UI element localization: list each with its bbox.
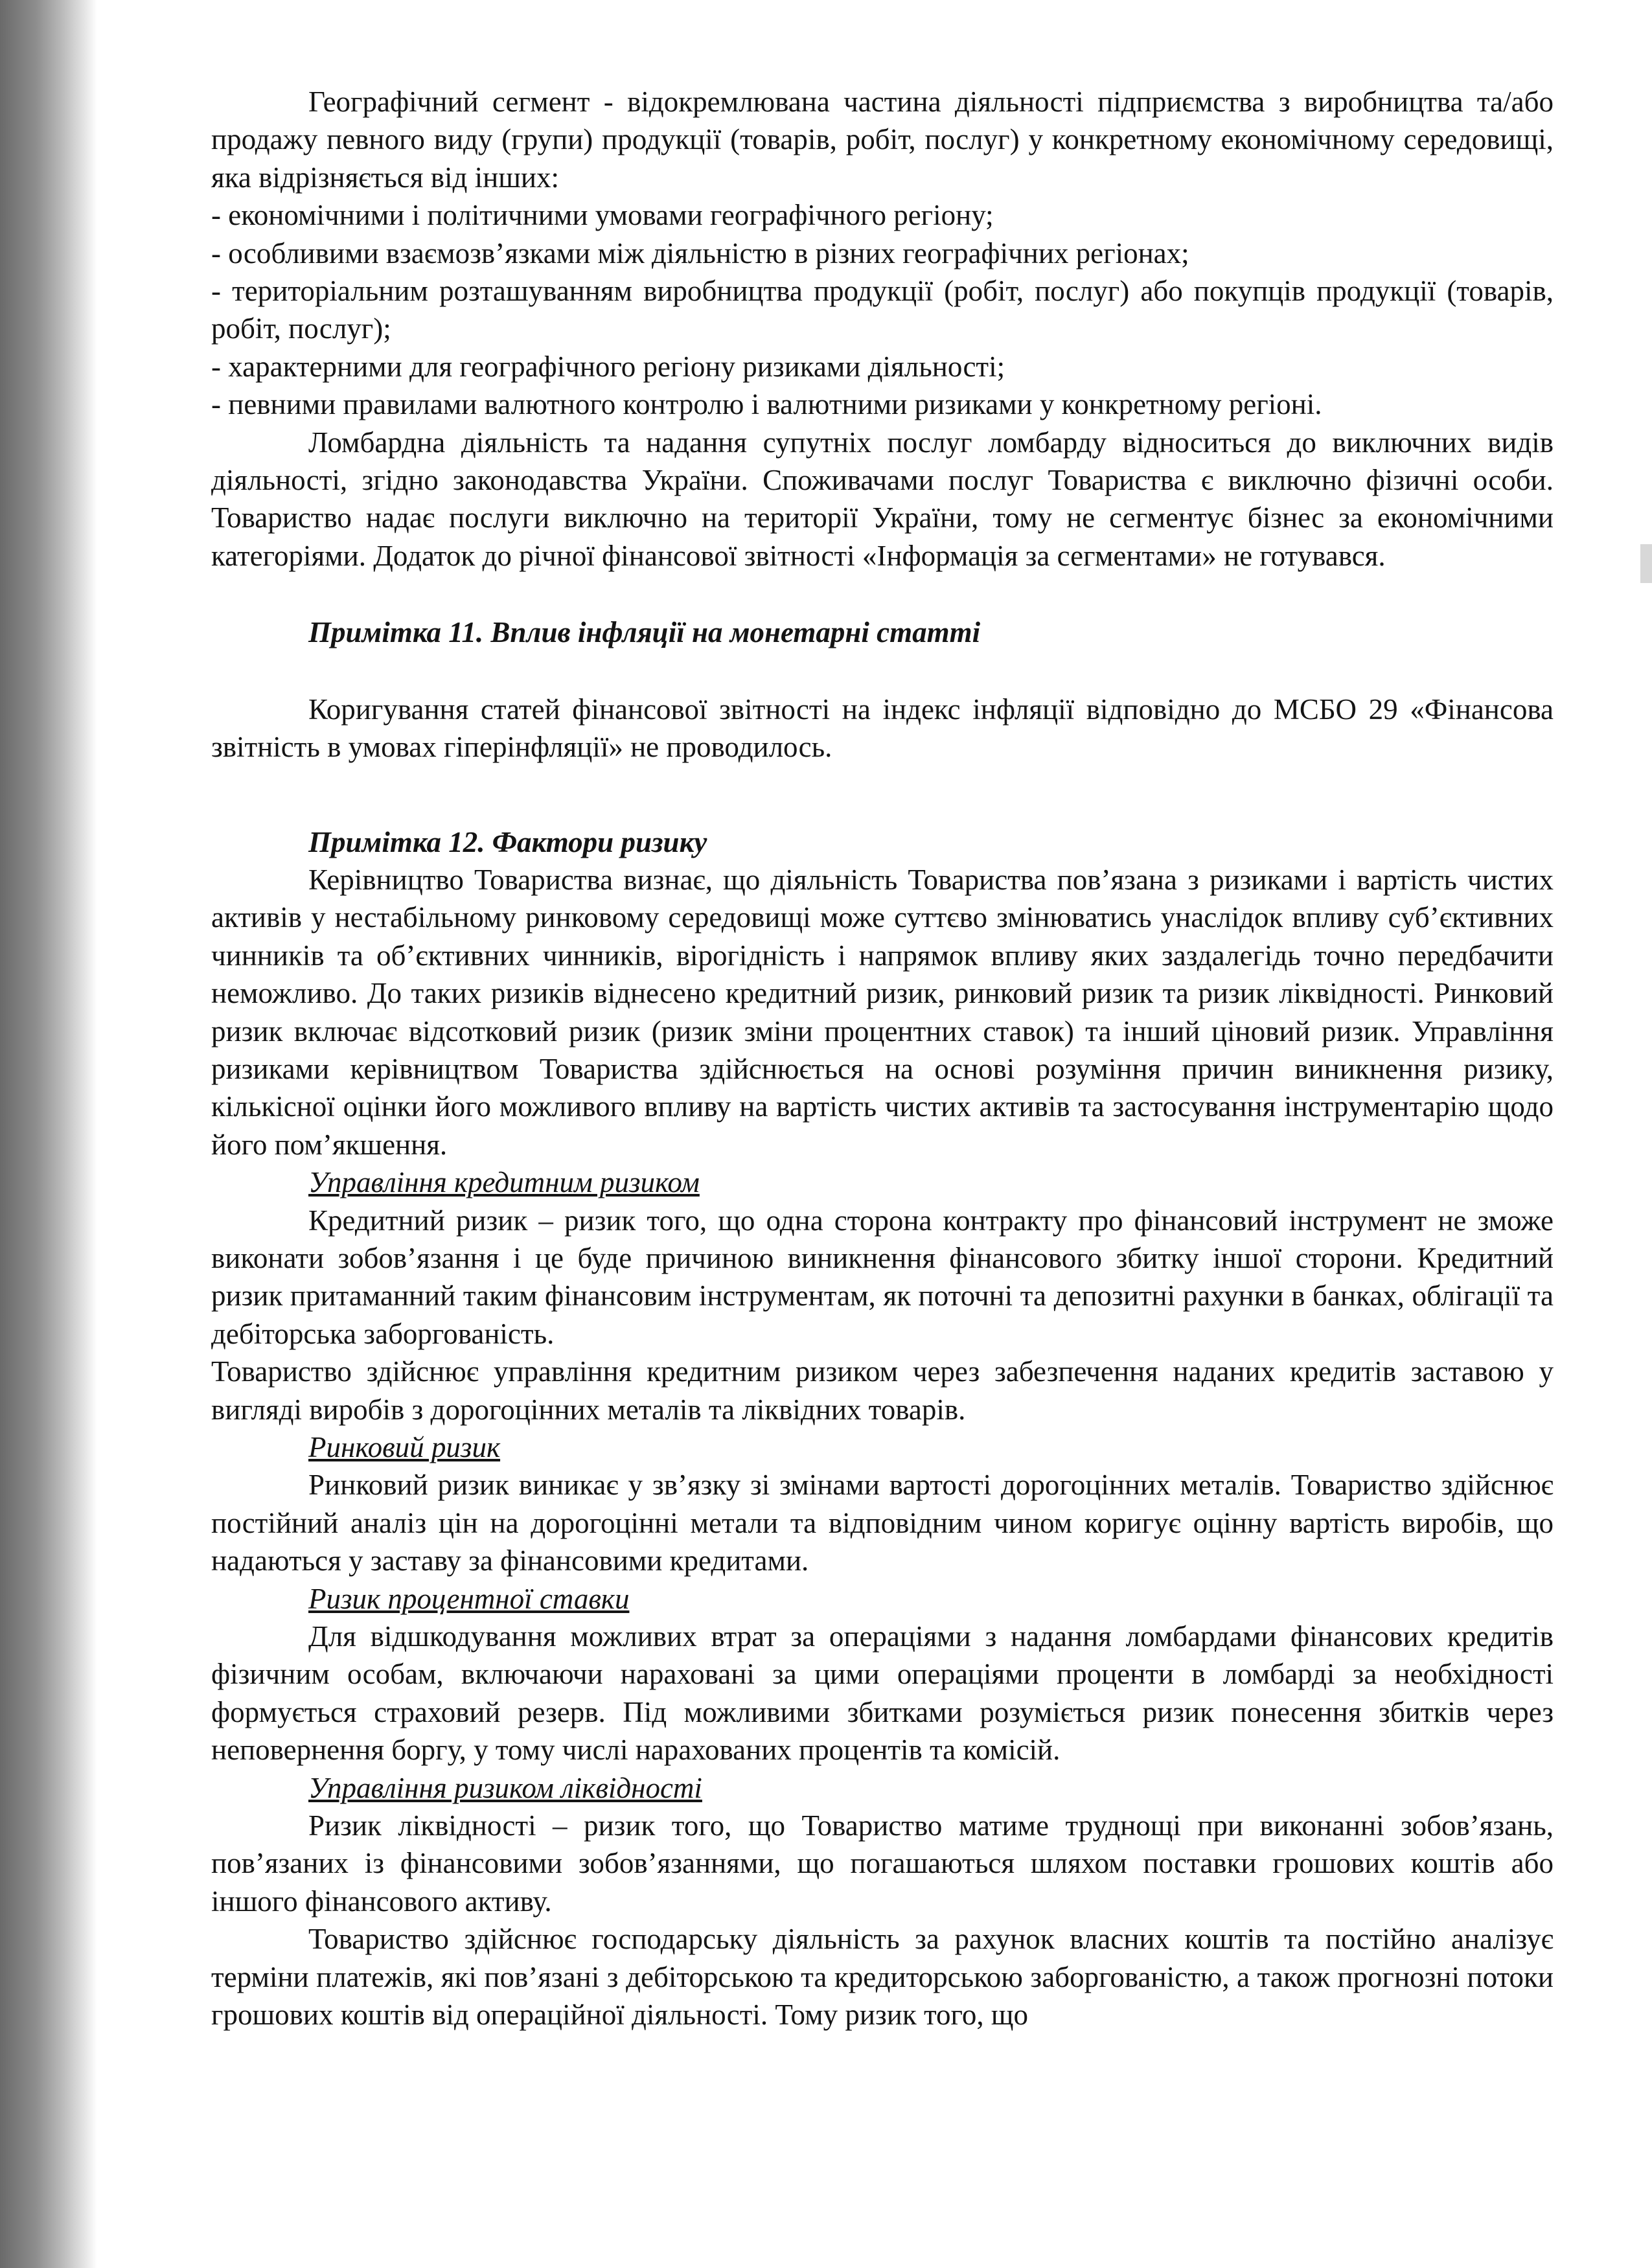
market-risk-subheading: Ринковий ризик: [308, 1431, 501, 1463]
list-item: - характерними для географічного регіону ризиками діяльності;: [211, 350, 1005, 383]
note-11-heading: Примітка 11. Вплив інфляції на монетарні статті: [308, 616, 981, 649]
scan-edge-mark: [1640, 544, 1652, 583]
credit-risk-subheading: Управління кредитним ризиком: [308, 1166, 700, 1199]
note-11-text: Коригування статей фінансової звітності на індекс інфляції відповідно до МСБО 29 «Фінансова звітність в умовах гіперінфляції» не проводилось.: [211, 693, 1554, 764]
list-item: - економічними і політичними умовами географічного регіону;: [211, 199, 994, 232]
interest-rate-risk-subheading: Ризик процентної ставки: [308, 1582, 630, 1615]
paragraph-geographic-segment: Географічний сегмент - відокремлювана частина діяльності підприємства з виробництва та/або продажу певного виду (групи) продукції (товарів, робіт, послуг) у конкретному економічному середовищі, яка відрізняється від інших:: [211, 86, 1554, 194]
liquidity-risk-text-2: Товариство здійснює господарську діяльність за рахунок власних коштів та постійно аналізує терміни платежів, які пов’язані з дебіторською та кредиторською заборгованістю, а також прогнозні потоки грошових коштів від операційної діяльності. Тому ризик того, що: [211, 1923, 1554, 2032]
note-12-heading: Примітка 12. Фактори ризику: [308, 825, 707, 858]
credit-risk-text: Кредитний ризик – ризик того, що одна сторона контракту про фінансовий інструмент не зможе виконати зобов’язання і це буде причиною виникнення фінансового збитку іншої сторони. Кредитний ризик притаманний таким фінансовим інструментам, як поточні та депозитні рахунки в банках, облігації та дебіторська заборгованість.: [211, 1204, 1554, 1350]
list-item: - особливими взаємозв’язками між діяльністю в різних географічних регіонах;: [211, 236, 1189, 269]
note-12-text: Керівництво Товариства визнає, що діяльність Товариства пов’язана з ризиками і вартість чистих активів у нестабільному ринковому середовищі може суттєво змінюватись унаслідок впливу суб’єктивних чинників та об’єктивних чинників, вірогідність і напрямок впливу яких заздалегідь точно передбачити неможливо. До таких ризиків віднесено кредитний ризик, ринковий ризик та ризик ліквідності. Ринковий ризик включає відсотковий ризик (ризик зміни процентних ставок) та інший ціновий ризик. Управління ризиками керівництвом Товариства здійснюється на основі розуміння причин виникнення ризику, кількісної оцінки його можливого впливу на вартість чистих активів та застосування інструментарію щодо його пом’якшення.: [211, 863, 1554, 1161]
list-item: - певними правилами валютного контролю і валютними ризиками у конкретному регіоні.: [211, 388, 1322, 421]
document-page: [211, 83, 1554, 2034]
market-risk-text: Ринковий ризик виникає у зв’язку зі змінами вартості дорогоцінних металів. Товариство здійснює постійний аналіз цін на дорогоцінні метали та відповідним чином коригує оцінну вартість виробів, що надаються у заставу за фінансовими кредитами.: [211, 1469, 1554, 1577]
liquidity-risk-text: Ризик ліквідності – ризик того, що Товариство матиме труднощі при виконанні зобов’язань, пов’язаних із фінансовими зобов’язаннями, що погашаються шляхом поставки грошових коштів або іншого фінансового активу.: [211, 1809, 1554, 1918]
interest-rate-risk-text: Для відшкодування можливих втрат за операціями з надання ломбардами фінансових кредитів фізичним особам, включаючи нараховані за цими операціями проценти в ломбарді за необхідності формується страховий резерв. Під можливими збитками розуміється ризик понесення збитків через неповернення боргу, у тому числі нарахованих процентів та комісій.: [211, 1620, 1554, 1767]
credit-risk-text-2: Товариство здійснює управління кредитним ризиком через забезпечення наданих кредитів заставою у вигляді виробів з дорогоцінних металів та ліквідних товарів.: [211, 1355, 1554, 1426]
list-item: - територіальним розташуванням виробництва продукції (робіт, послуг) або покупців продукції (товарів, робіт, послуг);: [211, 275, 1554, 345]
paragraph-lombard-activity: Ломбардна діяльність та надання супутніх послуг ломбарду відноситься до виключних видів діяльності, згідно законодавства України. Споживачами послуг Товариства є виключно фізичні особи. Товариство надає послуги виключно на території України, тому не сегментує бізнес за економічними категоріями. Додаток до річної фінансової звітності «Інформація за сегментами» не готувався.: [211, 426, 1554, 572]
scan-binding-edge: [0, 0, 97, 2268]
liquidity-risk-subheading: Управління ризиком ліквідності: [308, 1771, 702, 1804]
